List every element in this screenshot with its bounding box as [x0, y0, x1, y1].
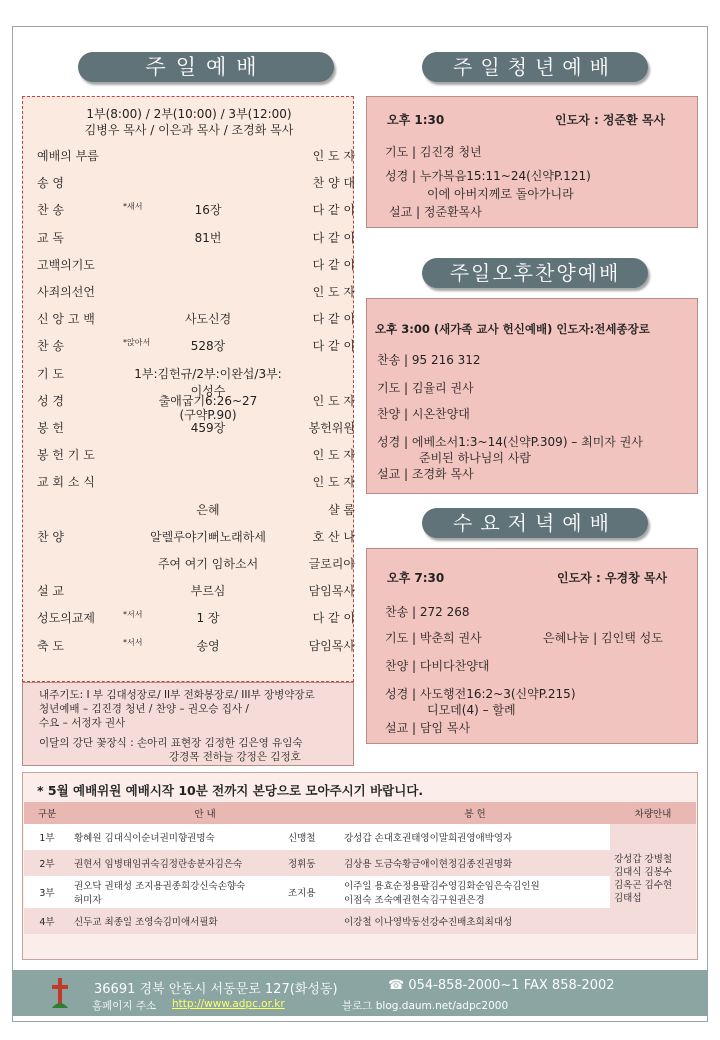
wednesday-hymn: 찬송 | 272 268 — [385, 605, 470, 619]
table-row — [24, 824, 696, 850]
row-offer: 강성갑 손대호권태영이말희권영애박영자 — [344, 833, 513, 844]
order-content: 출애굽기6:26~27 — [158, 393, 258, 408]
duty-table-header — [24, 802, 696, 824]
order-row — [37, 419, 355, 445]
order-content: 81번 — [194, 230, 222, 245]
order-item: 봉 헌 — [37, 421, 64, 435]
order-leader: 다 같 이 — [312, 257, 355, 272]
order-row — [37, 609, 355, 635]
order-leader: 샬 롬 — [328, 502, 355, 517]
row-guide: 권현서 임병태임귀숙김정란송분자김은숙 — [74, 859, 243, 870]
afternoon-header: 오후 3:00 (새가족 교사 헌신예배) 인도자:전세종장로 — [375, 322, 650, 336]
order-item: 성도의교제 — [37, 611, 95, 626]
sunday-times: 1부(8:00) / 2부(10:00) / 3부(12:00) — [86, 107, 292, 121]
afternoon-praise: 찬양 | 시온찬양대 — [377, 407, 470, 421]
row-part: 2부 — [39, 859, 55, 870]
afternoon-hymn: 찬송 | 95 216 312 — [377, 353, 481, 367]
order-leader: 봉헌위원 — [308, 421, 355, 435]
footer-blog: 블로그 blog.daum.net/adpc2000 — [342, 1000, 509, 1012]
order-item: 고백의기도 — [37, 257, 95, 272]
order-item: 봉 헌 기 도 — [37, 448, 95, 463]
notes-flowers: 이달의 강단 꽃장식 : 손아리 표현장 김정한 김은영 유임숙 — [39, 737, 303, 749]
order-item: 예배의 부름 — [37, 149, 99, 163]
order-leader: 찬 양 대 — [312, 176, 355, 191]
order-row — [37, 229, 355, 255]
order-row — [37, 147, 355, 173]
col-car: 차량안내 — [610, 802, 696, 824]
row-offer: 이강철 이나영박동선강수진배초희최대성 — [344, 917, 513, 928]
row-offer-lead: 신맹철 — [288, 833, 316, 844]
order-content: 사도신경 — [184, 312, 232, 327]
order-row — [37, 473, 355, 499]
order-row — [37, 337, 355, 363]
car-line: 김옥곤 김수현 — [614, 880, 673, 891]
order-row — [37, 501, 355, 527]
order-row — [37, 310, 355, 336]
order-item: 찬 송 — [37, 203, 64, 218]
order-leader: 인 도 자 — [312, 285, 355, 299]
order-row — [37, 201, 355, 227]
homepage-link[interactable]: http://www.adpc.or.kr — [172, 998, 285, 1010]
order-leader: 호 산 나 — [312, 529, 355, 544]
car-cell — [610, 824, 696, 934]
duty-table — [24, 802, 696, 934]
notes-prayer: 내주기도: I 부 김대성장로/ II부 전화봉장로/ III부 장병약장로 — [39, 689, 315, 701]
table-row — [24, 908, 696, 934]
order-item: 찬 양 — [37, 529, 64, 544]
col-part: 구분 — [24, 802, 70, 824]
order-item: 송 영 — [37, 176, 64, 191]
row-offer-lead: 조지용 — [288, 888, 316, 899]
order-content: 은혜 — [196, 502, 220, 517]
row-part: 1부 — [39, 833, 55, 844]
table-row — [24, 876, 696, 908]
wednesday-grace: 은혜나눔 | 김인택 성도 — [543, 631, 663, 645]
table-row — [24, 850, 696, 876]
sunday-order-box — [22, 96, 354, 682]
order-mark: *새서 — [123, 202, 143, 212]
wednesday-prayer: 기도 | 박춘희 권사 — [385, 631, 482, 645]
youth-worship-title: 주일청년예배 — [422, 52, 648, 82]
order-row — [37, 174, 355, 200]
order-item: 사죄의선언 — [37, 285, 95, 299]
order-row — [37, 637, 355, 663]
order-item: 신 앙 고 백 — [37, 312, 95, 327]
row-guide: 신두교 최종일 조영숙김미애서필화 — [74, 917, 218, 928]
row-part: 3부 — [39, 888, 55, 899]
order-leader: 인 도 자 — [312, 475, 355, 490]
row-offer: 이주일 용효순정용팔김수영김화순임은숙김인원 — [344, 881, 540, 892]
order-leader: 글로리아 — [308, 557, 355, 571]
youth-sermon: 설교 | 정준환목사 — [389, 205, 482, 219]
order-row — [37, 555, 355, 581]
row-guide-2: 허미자 — [74, 895, 102, 906]
order-content-2: (구약P.90) — [179, 407, 237, 422]
afternoon-sermon: 설교 | 조경화 목사 — [377, 467, 474, 481]
row-guide-cell — [70, 876, 284, 908]
order-content: 528장 — [190, 339, 226, 354]
row-offer: 김상용 도금숙황금애이현정김종진권명화 — [344, 859, 513, 870]
church-logo-icon — [50, 976, 70, 1010]
sunday-pastors: 김병우 목사 / 이은과 목사 / 조경화 목사 — [84, 123, 294, 137]
wednesday-scripture-title: 디모데(4) – 할례 — [427, 703, 516, 717]
order-content: 주여 여기 임하소서 — [157, 557, 259, 571]
row-guide: 권오닥 권태성 조지용권종희강신숙손향숙 — [74, 881, 246, 892]
order-row — [37, 528, 355, 554]
car-line: 강성갑 강병철 — [614, 854, 673, 865]
order-leader: 인 도 자 — [312, 448, 355, 463]
order-leader: 다 같 이 — [312, 611, 355, 626]
order-content: 16장 — [194, 203, 222, 218]
row-offer-lead — [284, 908, 340, 934]
afternoon-scripture-title: 준비된 하나님의 사람 — [419, 451, 531, 465]
order-leader: 담임목사 — [308, 638, 355, 653]
car-line: 김태섭 — [614, 893, 642, 904]
youth-scripture-title: 이에 아버지께로 돌아가니라 — [427, 187, 574, 201]
car-line: 김대식 김봉수 — [614, 867, 673, 878]
wednesday-praise: 찬양 | 다비다찬양대 — [385, 659, 490, 673]
wednesday-scripture: 성경 | 사도행전16:2~3(신약P.215) — [385, 687, 576, 701]
order-row — [37, 446, 355, 472]
order-content: 1부:김헌규/2부:이완섭/3부:이성수 — [134, 366, 282, 398]
order-item: 기 도 — [37, 366, 64, 381]
order-leader: 다 같 이 — [312, 230, 355, 245]
homepage-label: 홈페이지 주소 — [92, 1000, 157, 1012]
order-content: 1 장 — [196, 611, 220, 626]
order-item: 축 도 — [37, 638, 64, 653]
afternoon-prayer: 기도 | 김율리 권사 — [377, 381, 474, 395]
order-item: 교 회 소 식 — [37, 475, 95, 490]
afternoon-scripture: 성경 | 에베소서1:3~14(신약P.309) – 최미자 권사 — [377, 435, 643, 449]
order-row — [37, 392, 355, 422]
wednesday-worship-title: 수요저녁예배 — [422, 508, 648, 538]
order-row — [37, 283, 355, 309]
order-leader: 다 같 이 — [312, 203, 355, 218]
order-content: 459장 — [190, 421, 226, 435]
notes-wednesday: 수요 – 서정자 권사 — [39, 717, 126, 729]
row-part: 4부 — [39, 917, 55, 928]
youth-leader: 인도자 : 정준환 목사 — [555, 113, 666, 127]
footer-address: 36691 경북 안동시 서동문로 127(화성동) — [94, 982, 338, 997]
order-item: 교 독 — [37, 230, 64, 245]
order-row — [37, 256, 355, 282]
order-leader: 인 도 자 — [312, 149, 355, 163]
order-leader: 다 같 이 — [312, 339, 355, 354]
order-item: 찬 송 — [37, 339, 64, 354]
youth-prayer: 기도 | 김진경 청년 — [385, 145, 482, 159]
order-content: 송영 — [196, 638, 220, 653]
col-offering: 봉 헌 — [340, 802, 610, 824]
youth-scripture: 성경 | 누가복음15:11~24(신약P.121) — [385, 169, 591, 183]
notes-youth: 청년예배 – 김진경 청년 / 찬양 – 권오승 집사 / — [39, 703, 249, 715]
order-leader: 담임목사 — [308, 584, 355, 599]
order-row — [37, 365, 355, 398]
afternoon-worship-title: 주일오후찬양예배 — [422, 258, 648, 288]
sunday-worship-title: 주일예배 — [78, 52, 334, 82]
row-guide: 황혜원 김대식이순녀권미향권명숙 — [74, 833, 215, 844]
afternoon-box — [366, 298, 698, 494]
notes-flowers-2: 강경목 전하늘 강정은 김정호 — [169, 751, 301, 763]
order-mark: *서서 — [123, 637, 143, 647]
sunday-notes-box — [22, 682, 354, 766]
youth-time: 오후 1:30 — [387, 113, 445, 127]
footer — [12, 970, 708, 1016]
youth-box — [366, 96, 698, 228]
order-mark: *앉아서 — [123, 338, 151, 348]
footer-phone: ☎ 054-858-2000~1 FAX 858-2002 — [388, 978, 615, 993]
order-leader: 다 같 이 — [312, 312, 355, 327]
wednesday-time: 오후 7:30 — [387, 571, 445, 585]
row-offer-cell — [340, 876, 610, 908]
col-guide: 안 내 — [70, 802, 340, 824]
order-row — [37, 582, 355, 608]
order-leader: 인 도 자 — [312, 393, 355, 408]
wednesday-leader: 인도자 : 우경창 목사 — [557, 571, 668, 585]
wednesday-sermon: 설교 | 담임 목사 — [385, 721, 471, 735]
duty-heading: * 5월 예배위원 예배시작 10분 전까지 본당으로 모아주시기 바랍니다. — [37, 783, 424, 798]
order-item: 성 경 — [37, 393, 64, 408]
wednesday-box — [366, 548, 698, 744]
order-content: 부르심 — [190, 584, 226, 599]
order-item: 설 교 — [37, 584, 64, 599]
row-offer-lead: 정휘동 — [288, 859, 316, 870]
row-offer-2: 이점숙 조숙예권현숙김구원권은경 — [344, 895, 485, 906]
order-mark: *서서 — [123, 610, 143, 620]
order-content: 알렐루야기뻐노래하세 — [150, 529, 266, 544]
